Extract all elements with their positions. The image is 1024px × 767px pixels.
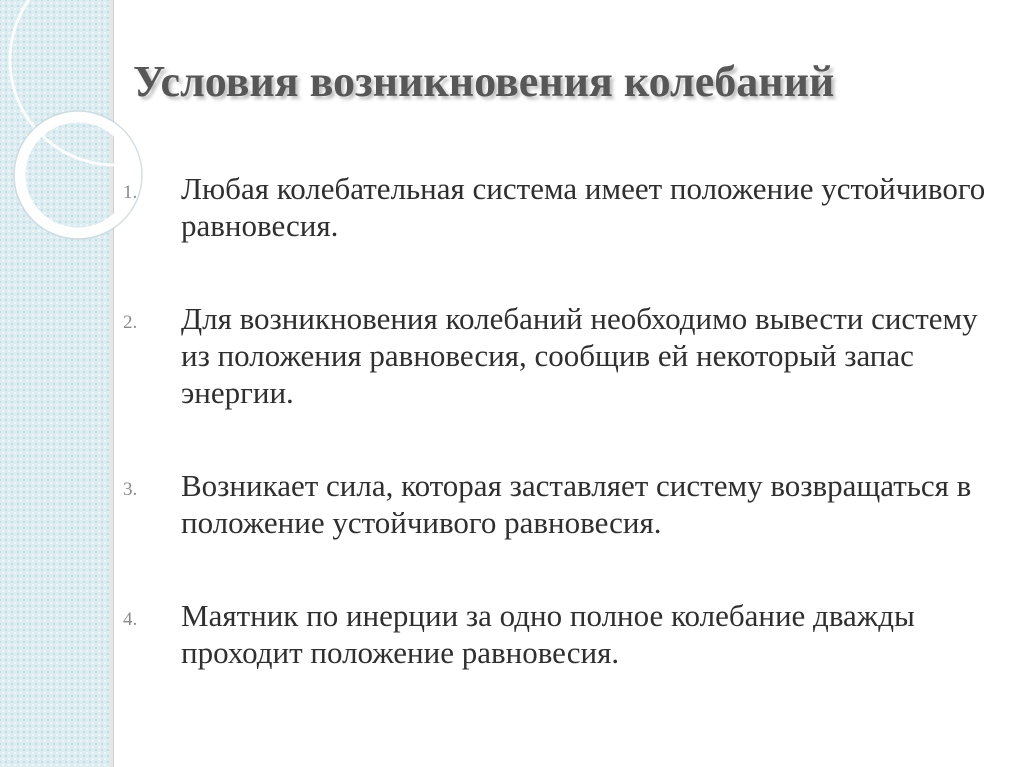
list-item-number: 1.: [123, 182, 138, 203]
list-item: [123, 300, 1013, 411]
list-item-text: Любая колебательная система имеет положение устойчивого равновесия.: [181, 171, 986, 243]
slide-title: Условия возникновения колебаний: [133, 57, 835, 106]
list-item-number: 2.: [123, 312, 138, 333]
list-item-text: Маятник по инерции за одно полное колебание дважды проходит положение равновесия.: [181, 598, 915, 670]
list-item-text: Для возникновения колебаний необходимо вывести систему из положения равновесия, сообщив ей некоторый запас энергии.: [181, 301, 978, 410]
list-item-text: Возникает сила, которая заставляет систему возвращаться в положение устойчивого равновесия.: [181, 468, 972, 540]
list-item-number: 3.: [123, 479, 138, 500]
conditions-list: [123, 170, 1013, 671]
list-item: [123, 467, 1013, 541]
list-item-number: 4.: [123, 609, 138, 630]
side-panel: [0, 0, 110, 767]
list-item: [123, 597, 1013, 671]
list-item: [123, 170, 1013, 244]
side-panel-border: [110, 0, 114, 767]
